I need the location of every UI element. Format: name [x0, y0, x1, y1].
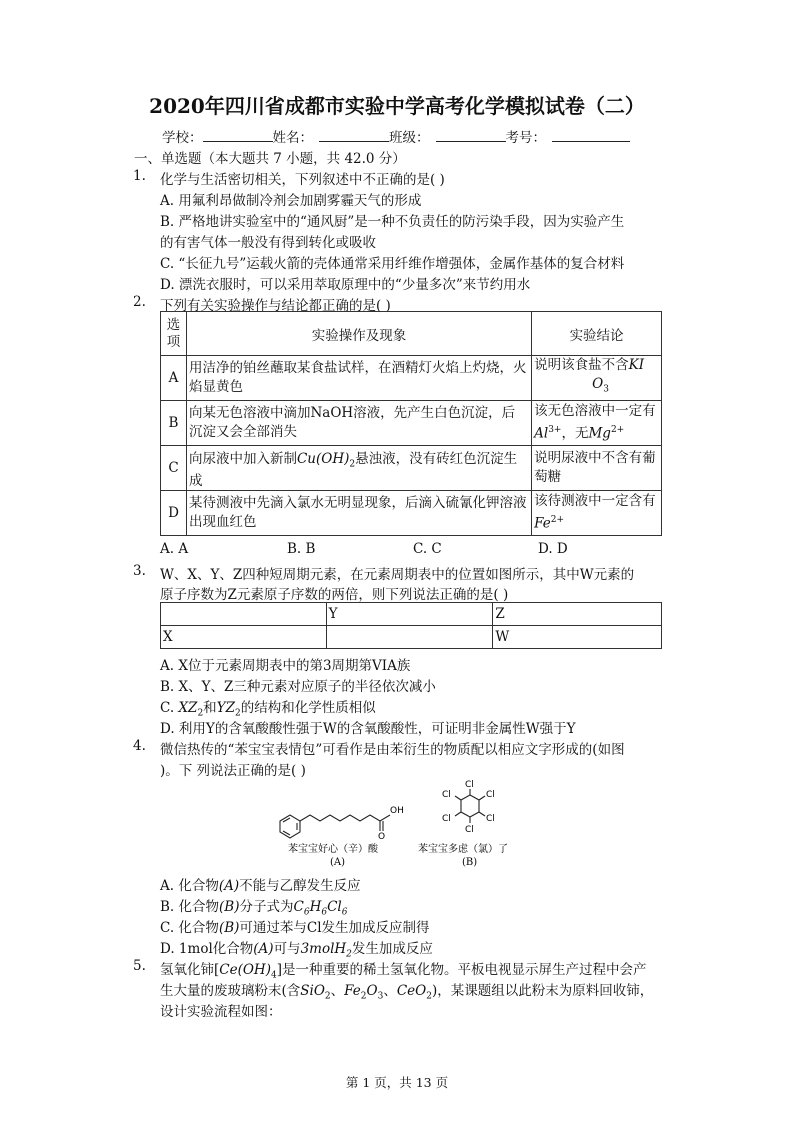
row-option: A: [161, 356, 187, 401]
q5-line1: 氢氧化铈$[Ce(OH)_4]$是一种重要的稀土氢氧化物。平板电视显示屏生产过程中会产: [160, 962, 647, 981]
compound-b-label: (B): [462, 857, 478, 868]
q4-number: 4.: [133, 738, 146, 754]
q3-stem-line2: 原子序数为Z元素原子序数的两倍，则下列说法正确的是( ): [160, 587, 509, 603]
school-label: 学校：: [162, 130, 203, 146]
table-header-row: [161, 312, 662, 356]
row-conclusion: 说明尿液中不含有葡 萄糖: [532, 446, 662, 491]
row-conclusion: 该无色溶液中一定有 $Al^{3+}$，无$Mg^{2+}$: [532, 401, 662, 446]
q3-number: 3.: [133, 563, 146, 579]
periodic-grid: [160, 602, 662, 649]
svg-text:Cl: Cl: [465, 825, 474, 835]
q1-option-d: D. 漂洗衣服时，可以采用萃取原理中的“少量多次”来节约用水: [160, 277, 531, 293]
compound-a-caption: 苯宝宝好心（辛）酸: [288, 844, 378, 855]
q1-stem: 化学与生活密切相关，下列叙述中不正确的是( ): [160, 172, 445, 188]
q3-stem-line1: W、X、Y、Z四种短周期元素，在元素周期表中的位置如图所示，其中W元素的: [160, 567, 635, 583]
q5-line3: 设计实验流程如图：: [160, 1004, 282, 1020]
q4-option-a: A. 化合物(A)不能与乙醇发生反应: [160, 878, 361, 894]
header-option: 选 项: [161, 312, 187, 356]
class-blank: [436, 127, 506, 142]
grid-cell: X: [161, 626, 327, 649]
q2-choice-a: A. A: [160, 541, 189, 557]
school-blank: [203, 127, 273, 142]
q3-option-d: D. 利用Y的含氧酸酸性强于W的含氧酸酸性，可证明非金属性W强于Y: [160, 721, 576, 737]
row-option: C: [161, 446, 187, 491]
name-label: 姓名：: [272, 130, 313, 146]
grid-cell: Z: [493, 603, 662, 626]
q4-option-b: B. 化合物(B)分子式为$C_6H_6Cl_6$: [160, 899, 348, 918]
row-operation: 向某无色溶液中滴加NaOH溶液，先产生白色沉淀，后 沉淀又会全部消失: [186, 401, 531, 446]
header-operation: 实验操作及现象: [186, 312, 531, 356]
grid-cell: Y: [326, 603, 493, 626]
exam-no-blank: [552, 127, 630, 142]
exam-no-label: 考号：: [505, 130, 546, 146]
q2-stem: 下列有关实验操作与结论都正确的是( ): [160, 298, 391, 314]
compound-b-structure: [455, 789, 485, 823]
class-label: 班级：: [389, 130, 430, 146]
table-row: [161, 401, 662, 446]
name-blank: [319, 127, 389, 142]
cl-labels: [442, 780, 495, 835]
table-row: [161, 491, 662, 536]
row-conclusion: 该待测液中一定含有 $Fe^{2+}$: [532, 491, 662, 536]
svg-text:Cl: Cl: [486, 814, 495, 824]
page-title: 2020年四川省成都市实验中学高考化学模拟试卷（二）: [149, 94, 645, 118]
svg-text:Cl: Cl: [486, 790, 495, 800]
q1-number: 1.: [133, 168, 146, 184]
q5-line2: 生大量的废玻璃粉末(含SiO$_2$、$Fe_2O_3$、CeO$_2$)，某课题组以此粉末为原料回收铈，: [160, 983, 654, 1002]
row-option: D: [161, 491, 187, 536]
q2-choice-b: B. B: [287, 541, 316, 557]
grid-cell: [326, 626, 493, 649]
compound-a-structure: [280, 815, 390, 838]
q4-structures-figure: [260, 776, 530, 868]
q5-number: 5.: [133, 958, 146, 974]
q2-choice-c: C. C: [413, 541, 442, 557]
compound-a-label: (A): [330, 857, 346, 868]
q4-stem-line2: )。下 列说法正确的是( ): [160, 763, 306, 779]
row-operation: 某待测液中先滴入氯水无明显现象，后滴入硫氰化钾溶液 出现血红色: [186, 491, 531, 536]
q3-option-a: A. X位于元素周期表中的第3周期第VIA族: [160, 658, 411, 674]
header-conclusion: 实验结论: [532, 312, 662, 356]
grid-cell: [161, 603, 327, 626]
q2-table: [160, 311, 662, 536]
svg-text:Cl: Cl: [442, 790, 451, 800]
q1-option-b-line2: 的有害气体一般没有得到转化或吸收: [160, 235, 376, 251]
student-info-line: [162, 126, 630, 146]
svg-text:O: O: [378, 832, 386, 842]
table-row: [161, 446, 662, 491]
q1-option-a: A. 用氟利昂做制冷剂会加剧雾霾天气的形成: [160, 193, 422, 209]
q3-option-c: C. $XZ_2$和$YZ_2$的结构和化学性质相似: [160, 700, 376, 719]
svg-text:Cl: Cl: [442, 814, 451, 824]
table-row: [161, 356, 662, 401]
compound-b-caption: 苯宝宝多虑（氯）了: [418, 844, 508, 855]
q4-option-c: C. 化合物(B)可通过苯与Cl发生加成反应制得: [160, 920, 430, 936]
grid-cell: W: [493, 626, 662, 649]
q1-option-b-line1: B. 严格地讲实验室中的“通风厨”是一种不负责任的防污染手段，因为实验产生: [160, 214, 625, 230]
section-heading: 一、单选题（本大题共 7 小题，共 42.0 分）: [134, 151, 406, 167]
q3-option-b: B. X、Y、Z三种元素对应原子的半径依次减小: [160, 679, 436, 695]
row-conclusion: 说明该食盐不含KI $O_3$: [532, 356, 662, 401]
q2-number: 2.: [133, 294, 146, 310]
row-operation: 用洁净的铂丝蘸取某食盐试样，在酒精灯火焰上灼烧，火 焰显黄色: [186, 356, 531, 401]
q1-option-c: C. “长征九号”运载火箭的壳体通常采用纤维作增强体，金属作基体的复合材料: [160, 256, 625, 272]
row-option: B: [161, 401, 187, 446]
row-operation: 向尿液中加入新制$Cu(OH)_2$悬浊液，没有砖红色沉淀生成: [186, 446, 531, 491]
q4-option-d: D. 1mol化合物(A)可与3molH$_2$发生加成反应: [160, 941, 433, 960]
page-footer: 第 1 页，共 13 页: [345, 1075, 449, 1090]
oh-label: OH: [390, 806, 404, 816]
q2-choice-d: D. D: [538, 541, 568, 557]
q4-stem-line1: 微信热传的“苯宝宝表情包”可看作是由苯衍生的物质配以相应文字形成的(如图: [160, 742, 625, 758]
svg-text:Cl: Cl: [465, 780, 474, 790]
